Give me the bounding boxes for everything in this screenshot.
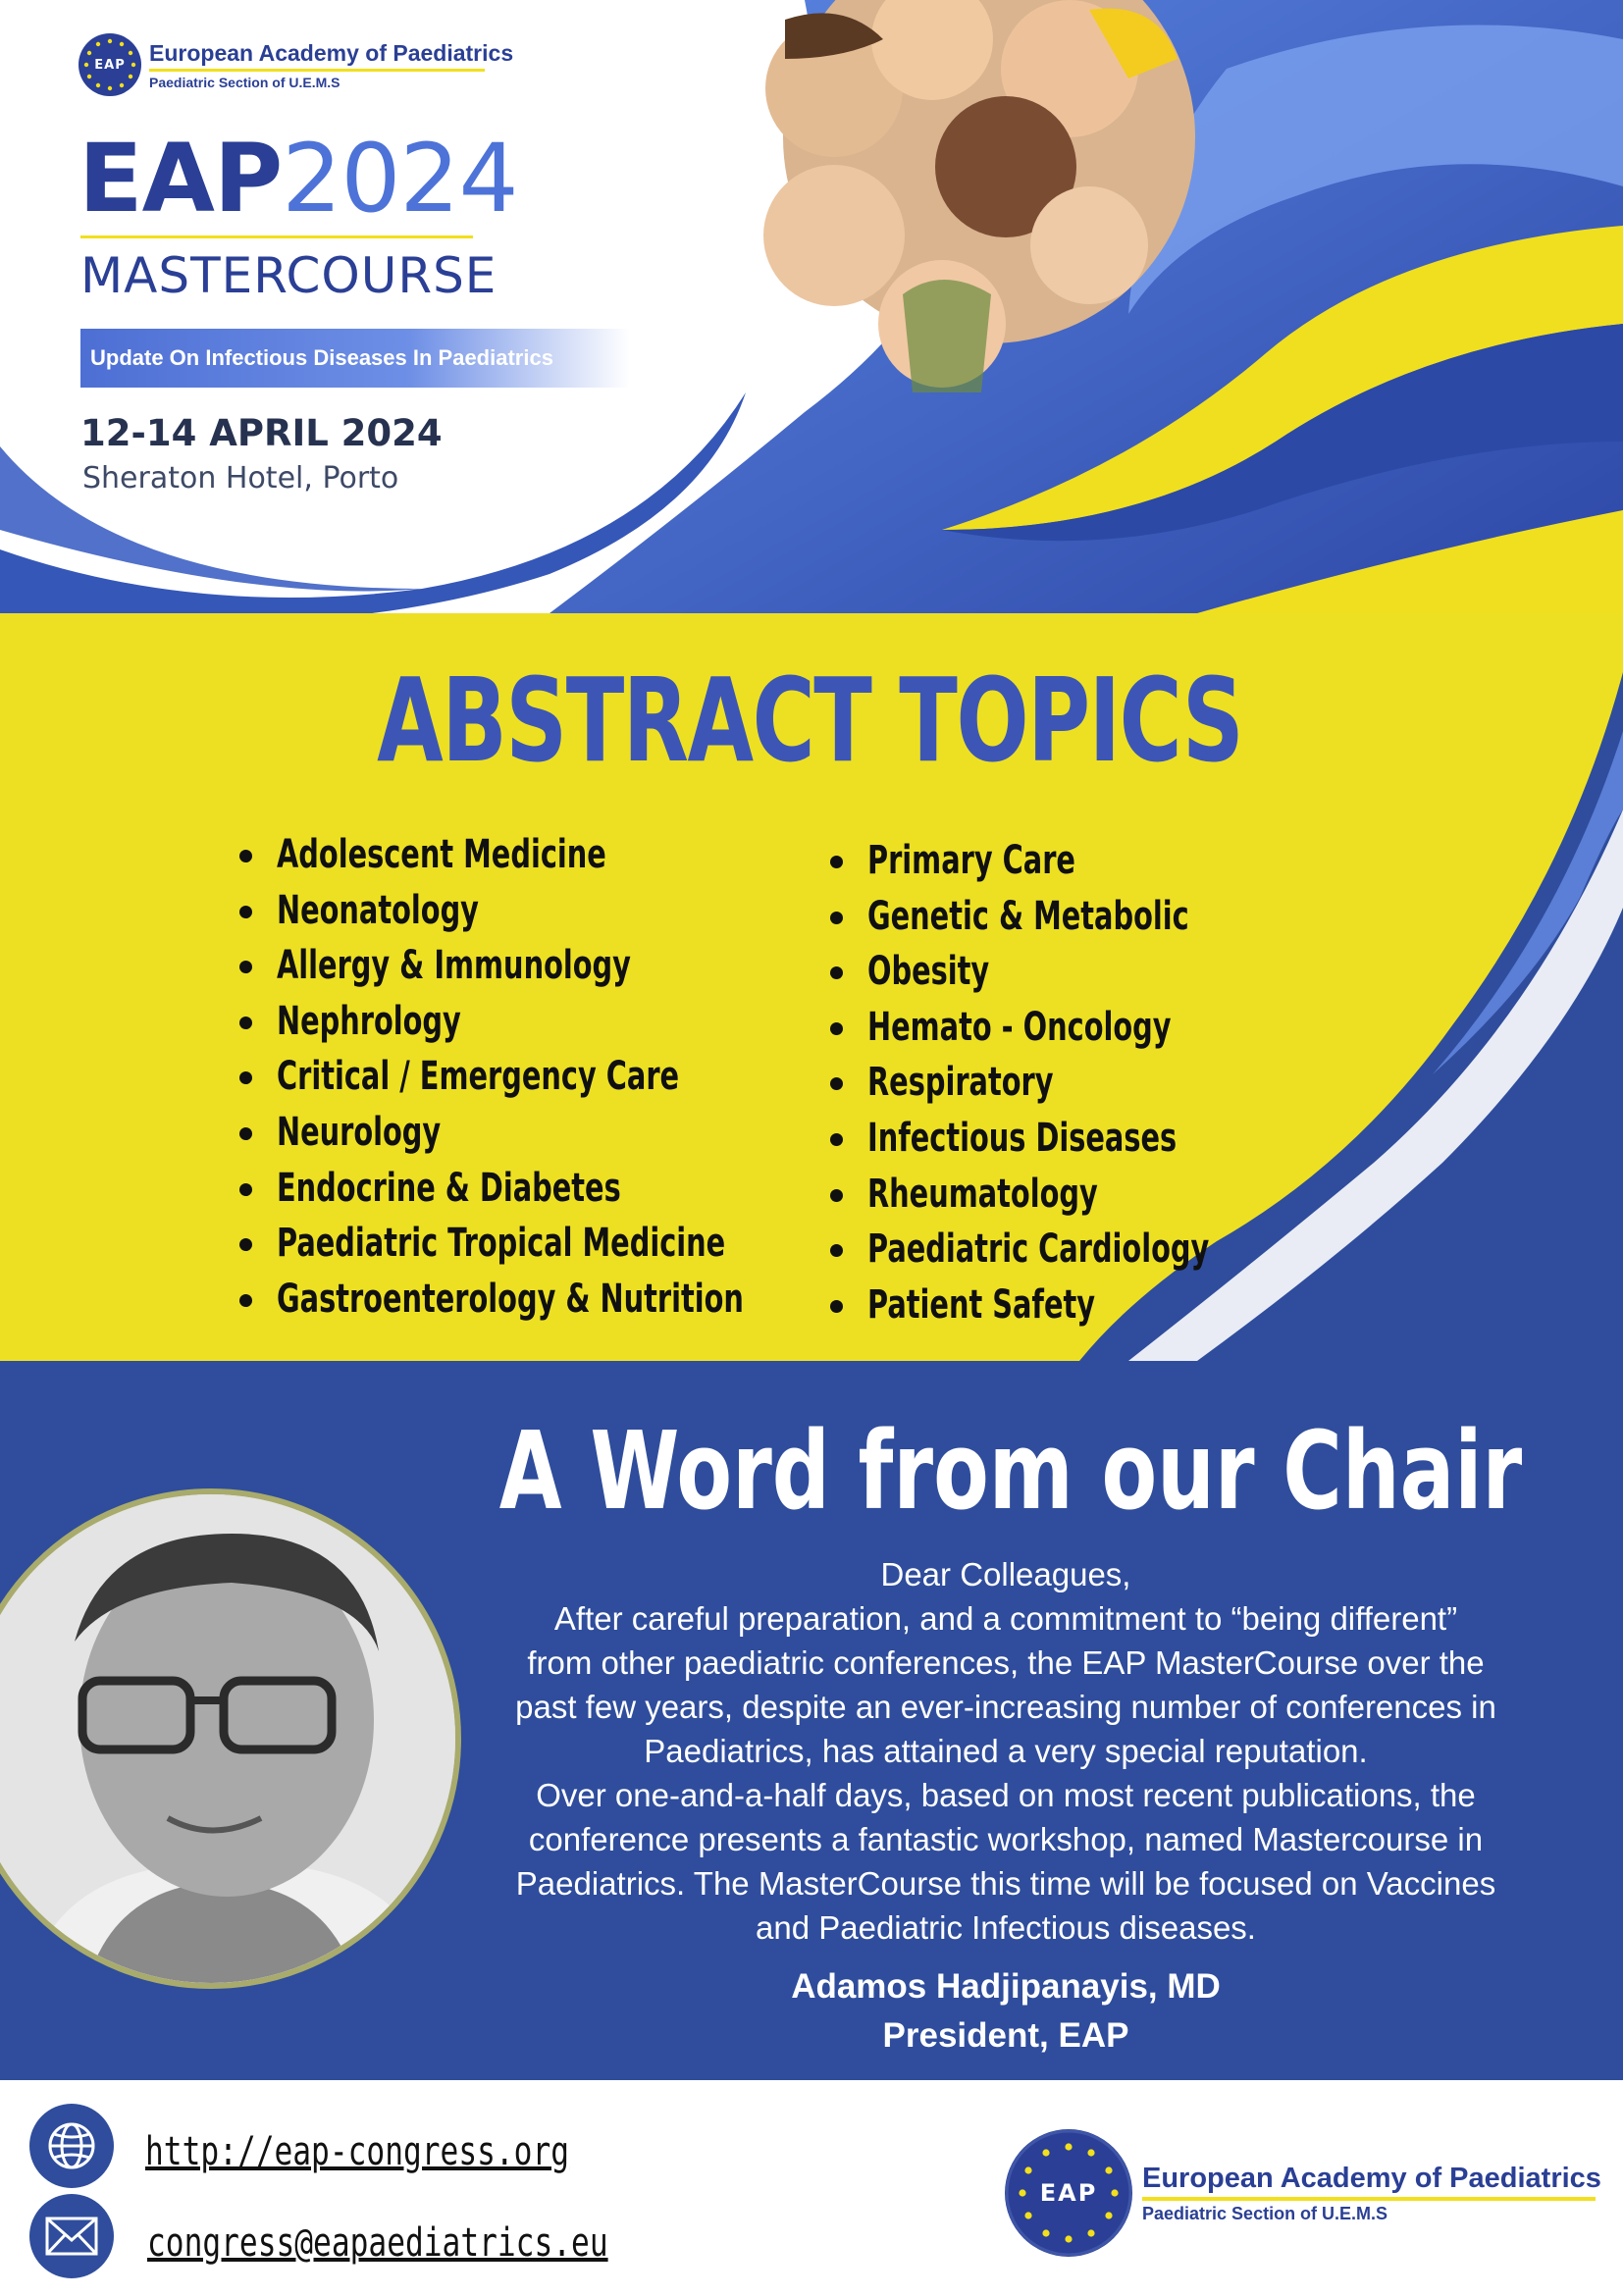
- topic-label: Paediatric Cardiology: [867, 1226, 1210, 1273]
- event-date: 12-14 APRIL 2024: [80, 412, 443, 454]
- topic-item: [867, 1055, 1342, 1111]
- bullet-icon: [830, 1022, 843, 1035]
- org-name: European Academy of Paediatrics: [1142, 2162, 1601, 2194]
- eap-logo-top: [79, 33, 513, 96]
- eap-logo-bottom: [1005, 2129, 1601, 2257]
- logo-divider: [149, 69, 485, 72]
- bullet-icon: [830, 912, 843, 924]
- event-title: [79, 124, 518, 234]
- topic-label: Hemato - Oncology: [867, 1004, 1172, 1050]
- topic-label: Critical / Emergency Care: [277, 1054, 680, 1100]
- topic-label: Rheumatology: [867, 1171, 1098, 1217]
- chair-section: [0, 1361, 1623, 2080]
- topic-item: [867, 1111, 1342, 1167]
- bullet-icon: [830, 1189, 843, 1202]
- chair-portrait: [0, 1488, 461, 1989]
- topic-list-left: [277, 827, 925, 1327]
- email-link[interactable]: congress@eapaediatrics.eu: [147, 2220, 608, 2266]
- topic-item: [277, 883, 925, 939]
- topic-item: [867, 833, 1342, 889]
- topic-label: Endocrine & Diabetes: [277, 1165, 621, 1211]
- bullet-icon: [239, 1294, 252, 1307]
- title-divider: [80, 235, 473, 238]
- eap-seal-icon: [79, 33, 141, 96]
- header-banner: [0, 0, 1623, 613]
- letter-line: Dear Colleagues,: [880, 1556, 1131, 1592]
- topic-item: [867, 889, 1342, 945]
- bullet-icon: [239, 1017, 252, 1029]
- topic-item: [277, 1216, 925, 1272]
- topic-label: Nephrology: [277, 998, 461, 1044]
- topic-label: Neurology: [277, 1109, 442, 1155]
- website-link[interactable]: http://eap-congress.org: [145, 2129, 570, 2174]
- org-subtitle: Paediatric Section of U.E.M.S: [1142, 2203, 1388, 2223]
- topic-item: [277, 1272, 925, 1328]
- topic-item: [277, 1049, 925, 1105]
- topic-label: Primary Care: [867, 838, 1075, 883]
- topic-item: [277, 938, 925, 994]
- topic-label: Infectious Diseases: [867, 1115, 1178, 1161]
- topic-item: [867, 1278, 1342, 1333]
- org-name: European Academy of Paediatrics: [149, 39, 514, 66]
- eap-seal-icon: [1005, 2129, 1132, 2257]
- letter-line: Paediatrics. The MasterCourse this time will be focused on Vaccines: [515, 1865, 1496, 1902]
- bullet-icon: [239, 850, 252, 862]
- topic-list-right: [867, 833, 1342, 1332]
- event-title-eap: EAP: [79, 124, 283, 234]
- topic-item: [277, 1105, 925, 1161]
- topic-item: [277, 1161, 925, 1217]
- signature-role: President, EAP: [882, 2016, 1129, 2055]
- letter-line: After careful preparation, and a commitment to “being different”: [553, 1600, 1458, 1637]
- topic-label: Gastroenterology & Nutrition: [277, 1276, 744, 1322]
- mail-icon: [29, 2194, 114, 2278]
- letter-line: from other paediatric conferences, the EAP MasterCourse over the: [527, 1644, 1485, 1681]
- bullet-icon: [830, 856, 843, 868]
- topic-item: [867, 1222, 1342, 1278]
- topic-item: [277, 994, 925, 1050]
- topic-label: Adolescent Medicine: [277, 832, 606, 877]
- bullet-icon: [239, 1127, 252, 1140]
- seal-text: EAP: [1039, 2179, 1098, 2207]
- topic-label: Genetic & Metabolic: [867, 893, 1189, 939]
- chair-letter: [456, 1552, 1555, 1950]
- topic-label: Respiratory: [867, 1060, 1054, 1106]
- topic-label: Obesity: [867, 949, 990, 995]
- seal-text: EAP: [94, 57, 126, 73]
- topic-item: [867, 944, 1342, 1000]
- letter-line: Paediatrics, has attained a very special reputation.: [644, 1733, 1368, 1769]
- letter-line: Over one-and-a-half days, based on most recent publications, the: [536, 1777, 1476, 1813]
- event-title-year: 2024: [282, 124, 518, 234]
- bullet-icon: [239, 1183, 252, 1196]
- letter-line: conference presents a fantastic workshop, named Mastercourse in: [528, 1821, 1484, 1857]
- letter-line: and Paediatric Infectious diseases.: [756, 1909, 1256, 1946]
- abstract-topics-section: [0, 613, 1623, 1361]
- logo-divider: [1142, 2197, 1596, 2201]
- footer: [0, 2080, 1623, 2296]
- topic-banner: Update On Infectious Diseases In Paediatrics: [80, 329, 630, 388]
- signature-name: Adamos Hadjipanayis, MD: [791, 1967, 1221, 2006]
- chair-title: A Word from our Chair: [498, 1408, 1523, 1534]
- letter-line: past few years, despite an ever-increasing number of conferences in: [515, 1689, 1496, 1725]
- bullet-icon: [830, 1133, 843, 1146]
- topic-label: Neonatology: [277, 887, 479, 933]
- event-subtitle: MASTERCOURSE: [80, 247, 497, 304]
- topic-item: [867, 1000, 1342, 1056]
- topic-item: [277, 827, 925, 883]
- event-venue: Sheraton Hotel, Porto: [82, 461, 399, 496]
- globe-icon: [29, 2104, 114, 2188]
- topic-label: Patient Safety: [867, 1281, 1096, 1328]
- org-subtitle: Paediatric Section of U.E.M.S: [149, 74, 340, 90]
- bullet-icon: [239, 906, 252, 918]
- bullet-icon: [830, 1300, 843, 1313]
- topic-item: [867, 1167, 1342, 1223]
- topic-label: Allergy & Immunology: [277, 943, 631, 989]
- topic-label: Paediatric Tropical Medicine: [277, 1221, 726, 1267]
- topics-title: ABSTRACT TOPICS: [377, 652, 1243, 788]
